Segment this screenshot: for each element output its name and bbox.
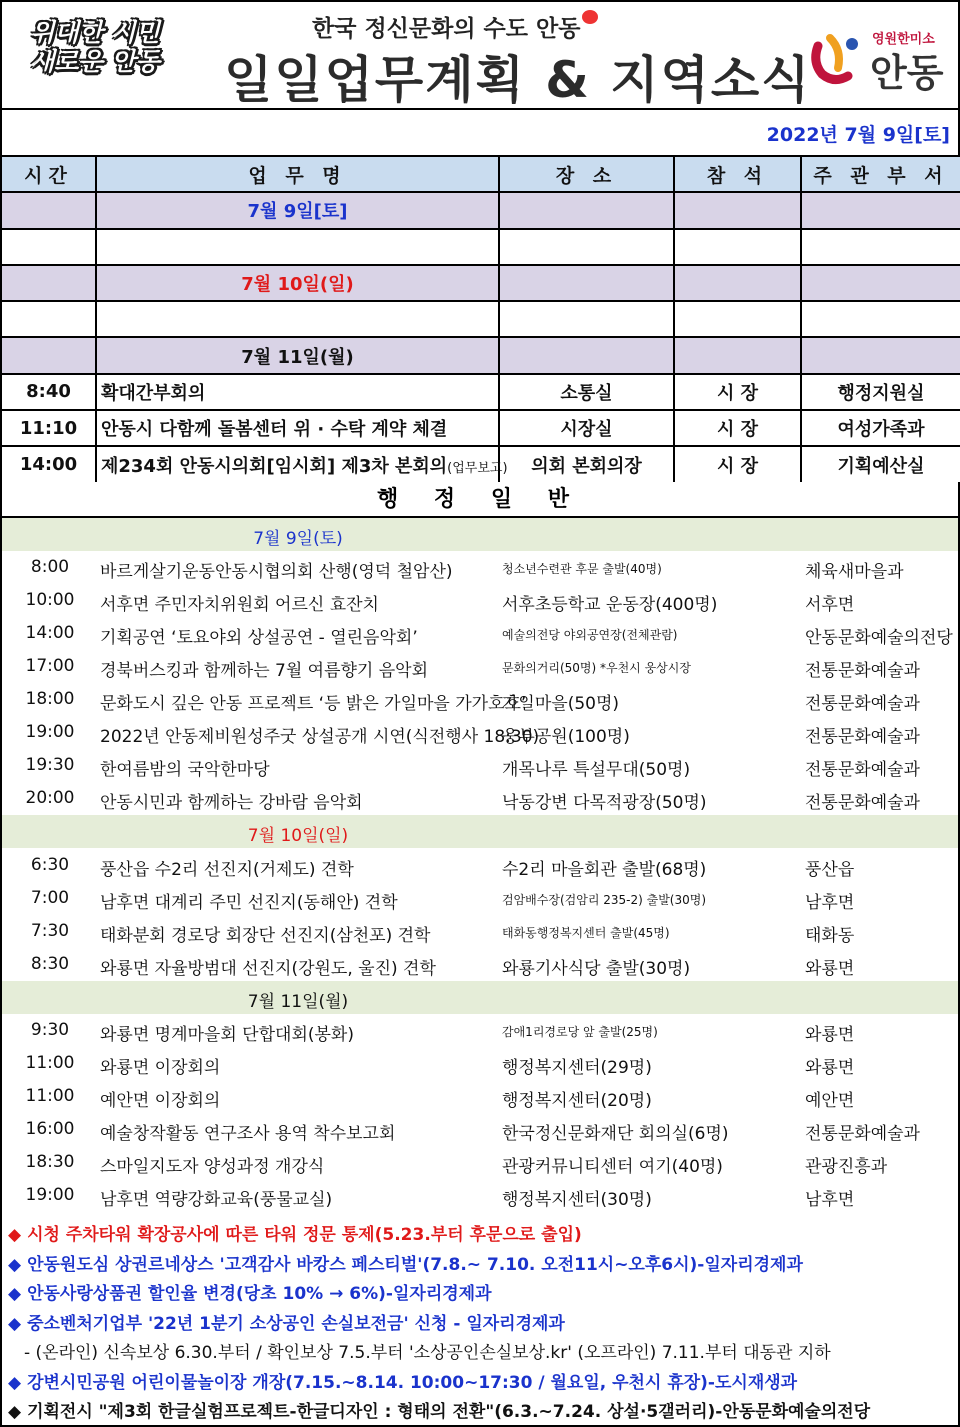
row-task-note: (업무보고) (447, 460, 508, 476)
diamond-icon: ◆ (8, 1402, 22, 1422)
brand-big: 안동 (870, 51, 944, 95)
date-row (0, 110, 960, 155)
day-row (1, 265, 960, 301)
row-dept: 기획예산실 (801, 446, 960, 482)
item-dept: 관광진흥과 (805, 1156, 888, 1177)
item-time: 8:00 (30, 557, 70, 578)
list-item (2, 683, 958, 716)
day-label: 7월 9일[토] (96, 192, 499, 228)
item-dept: 와룡면 (805, 1024, 855, 1045)
table-row (1, 374, 960, 410)
col-place: 장 소 (499, 156, 674, 192)
notice-text: 안동원도심 상권르네상스 '고객감사 바캉스 페스티벌'(7.8.~ 7.10. 오전11시~오후6시)-일자리경제과 (27, 1254, 803, 1275)
list-item (2, 948, 958, 981)
item-dept: 태화동 (805, 925, 855, 946)
subtitle-text: 한국 정신문화의 수도 안동 (312, 16, 581, 42)
item-place: 가일마을(50명) (502, 694, 620, 715)
item-name: 와룡면 이장회의 (100, 1057, 221, 1078)
diamond-icon: ◆ (8, 1225, 22, 1245)
item-name: 풍산읍 수2리 선진지(거제도) 견학 (100, 859, 354, 880)
day-label: 7월 10일(일) (247, 826, 349, 847)
page-title: 일일업무계획 & 지역소식 (224, 51, 812, 109)
notices-section (0, 1212, 960, 1427)
list-item (2, 650, 958, 683)
andong-logo (808, 24, 948, 95)
item-place: 한국정신문화재단 회의실(6명) (502, 1123, 729, 1144)
list-item (2, 1080, 958, 1113)
empty-row (1, 229, 960, 265)
notice-item (8, 1220, 582, 1245)
list-item (2, 1179, 958, 1212)
row-time: 14:00 (1, 446, 96, 482)
day-label: 7월 9일(토) (253, 529, 343, 549)
day-row (2, 981, 958, 1014)
slogan-line-2: 새로운 안동 (30, 47, 160, 76)
row-attend: 시 장 (674, 446, 801, 482)
item-name: 남후면 대계리 주민 선진지(동해안) 견학 (100, 892, 398, 913)
stamp-icon (582, 10, 598, 24)
item-name: 2022년 안동제비원성주굿 상설공개 시연(식전행사 18:30) (100, 727, 540, 748)
item-place: 예술의전당 야외공연장(전체관람) (502, 628, 678, 643)
item-place: 행정복지센터(20명) (502, 1090, 652, 1111)
item-time: 8:30 (30, 953, 70, 974)
schedule-table (0, 155, 960, 484)
list-item (2, 1113, 958, 1146)
schedule-header-row (1, 156, 960, 192)
item-dept: 전통문화예술과 (805, 793, 920, 814)
item-name: 기획공연 ‘토요야외 상설공연 - 열린음악회’ (100, 628, 418, 649)
notice-text: 안동사랑상품권 할인율 변경(당초 10% → 6%)-일자리경제과 (27, 1284, 492, 1304)
table-row (1, 410, 960, 446)
item-place: 문화의거리(50명) *우천시 웅상시장 (502, 661, 691, 676)
item-dept: 와룡면 (805, 1057, 855, 1078)
andong-smile-icon (808, 28, 866, 86)
notice-text: 중소벤처기업부 '22년 1분기 소상공인 손실보전금' 신청 - 일자리경제과 (27, 1313, 565, 1334)
item-place: 행정복지센터(29명) (502, 1057, 652, 1078)
notice-item (8, 1309, 565, 1334)
col-attend: 참 석 (674, 156, 801, 192)
item-time: 18:30 (25, 1151, 75, 1172)
subtitle (312, 10, 598, 43)
list-item (2, 551, 958, 584)
col-dept: 주 관 부 서 (801, 156, 960, 192)
diamond-icon: ◆ (8, 1254, 22, 1275)
notice-item (8, 1368, 797, 1393)
item-dept: 전통문화예술과 (805, 1123, 920, 1144)
item-name: 경북버스킹과 함께하는 7월 여름향기 음악회 (100, 661, 429, 682)
row-place: 의회 본회의장 (499, 446, 674, 482)
list-item (2, 716, 958, 749)
notice-text: 강변시민공원 어린이물놀이장 개장(7.15.~8.14. 10:00~17:30 / 월요일, 우천시 휴장)-도시재생과 (27, 1372, 798, 1393)
row-task: 제234회 안동시의회[임시회] 제3차 본회의 (101, 455, 448, 477)
item-dept: 와룡면 (805, 958, 855, 979)
item-place: 서후초등학교 운동장(400명) (502, 595, 718, 616)
item-place: 감애1리경로당 앞 출발(25명) (502, 1024, 658, 1039)
general-section-title (0, 482, 960, 518)
notice-item (8, 1250, 803, 1275)
item-place: 검암배수장(검암리 235-2) 출발(30명) (502, 892, 707, 907)
item-dept: 예안면 (805, 1090, 855, 1111)
day-row (1, 192, 960, 228)
item-name: 태화분회 경로당 회장단 선진지(삼천포) 견학 (100, 925, 431, 946)
item-dept: 전통문화예술과 (805, 727, 920, 748)
item-place: 낙동강변 다목적광장(50명) (502, 793, 707, 814)
item-time: 11:00 (25, 1085, 75, 1106)
list-item (2, 1146, 958, 1179)
item-name: 예안면 이장회의 (100, 1090, 221, 1111)
col-task: 업 무 명 (96, 156, 499, 192)
item-name: 바르게살기운동안동시협의회 산행(영덕 철암산) (100, 562, 453, 583)
item-name: 예술창작활동 연구조사 용역 착수보고회 (100, 1123, 396, 1144)
general-title: 행 정 일 반 (377, 487, 583, 512)
table-row (1, 446, 960, 482)
page-header (0, 0, 960, 110)
item-name: 한여름밤의 국악한마당 (100, 760, 270, 781)
item-time: 18:00 (25, 689, 75, 710)
notice-text: - (온라인) 신속보상 6.30.부터 / 확인보상 7.5.부터 '소상공인손실보상.kr' (오프라인) 7.11.부터 대동관 지하 (24, 1343, 831, 1363)
item-place: 와룡기사식당 출발(30명) (502, 958, 691, 979)
item-dept: 체육새마을과 (805, 562, 904, 583)
notice-item (8, 1279, 492, 1304)
row-task: 확대간부회의 (96, 374, 499, 410)
item-dept: 풍산읍 (805, 859, 855, 880)
item-place: 웅부공원(100명) (502, 727, 630, 748)
list-item (2, 617, 958, 650)
brand-small: 영원한미소 (872, 32, 935, 47)
item-name: 서후면 주민자치위원회 어르신 효잔치 (100, 595, 379, 616)
row-time: 11:10 (1, 410, 96, 446)
diamond-icon: ◆ (8, 1284, 22, 1304)
item-name: 문화도시 깊은 안동 프로젝트 ‘등 밝은 가일마을 가가호호’ (100, 694, 527, 715)
col-time: 시간 (1, 156, 96, 192)
row-dept: 행정지원실 (801, 374, 960, 410)
item-time: 6:30 (30, 854, 70, 875)
row-attend: 시 장 (674, 410, 801, 446)
item-time: 19:30 (25, 755, 75, 776)
item-time: 9:30 (30, 1019, 70, 1040)
list-item (2, 584, 958, 617)
item-time: 7:00 (30, 887, 70, 908)
notice-item (24, 1338, 831, 1363)
item-name: 와룡면 자율방범대 선진지(강원도, 울진) 견학 (100, 958, 436, 979)
item-place: 행정복지센터(30명) (502, 1190, 652, 1210)
list-item (2, 882, 958, 915)
list-item (2, 782, 958, 815)
item-place: 수2리 마을회관 출발(68명) (502, 859, 707, 880)
item-name: 안동시민과 함께하는 강바람 음악회 (100, 793, 363, 814)
notice-item (8, 1397, 870, 1422)
row-place: 시장실 (499, 410, 674, 446)
item-dept: 전통문화예술과 (805, 661, 920, 682)
item-time: 17:00 (25, 656, 75, 677)
report-date: 2022년 7월 9일[토] (766, 124, 950, 146)
row-time: 8:40 (1, 374, 96, 410)
item-name: 스마일지도자 양성과정 개강식 (100, 1156, 325, 1177)
day-label: 7월 10일(일) (96, 265, 499, 301)
list-item (2, 1014, 958, 1047)
item-time: 14:00 (25, 623, 75, 644)
item-dept: 전통문화예술과 (805, 760, 920, 781)
day-row (2, 815, 958, 848)
item-dept: 남후면 (805, 1190, 855, 1210)
item-time: 16:00 (25, 1118, 75, 1139)
item-dept: 전통문화예술과 (805, 694, 920, 715)
list-item (2, 849, 958, 882)
list-item (2, 915, 958, 948)
item-place: 개목나루 특설무대(50명) (502, 760, 691, 781)
row-task: 안동시 다함께 돌봄센터 위 · 수탁 계약 체결 (96, 410, 499, 446)
day-label: 7월 11일(월) (96, 337, 499, 373)
item-time: 10:00 (25, 590, 75, 611)
item-name: 남후면 역량강화교육(풍물교실) (100, 1190, 333, 1210)
day-label: 7월 11일(월) (247, 991, 349, 1012)
empty-row (1, 301, 960, 337)
item-time: 7:30 (30, 920, 70, 941)
item-time: 19:00 (25, 1185, 75, 1205)
row-dept: 여성가족과 (801, 410, 960, 446)
item-dept: 남후면 (805, 892, 855, 913)
row-task-cell (96, 446, 508, 482)
list-item (2, 1047, 958, 1080)
list-item (2, 749, 958, 782)
item-place: 관광커뮤니티센터 여기(40명) (502, 1156, 723, 1177)
item-dept: 안동문화예술의전당 (805, 628, 953, 649)
item-dept: 서후면 (805, 595, 855, 616)
item-time: 19:00 (25, 722, 75, 743)
notice-text: 기획전시 "제3회 한글실험프로젝트-한글디자인 : 형태의 전환"(6.3.~7.24. 상설·5갤러리)-안동문화예술의전당 (27, 1402, 871, 1422)
diamond-icon: ◆ (8, 1372, 22, 1393)
item-place: 태화동행정복지센터 출발(45명) (502, 925, 670, 940)
diamond-icon: ◆ (8, 1313, 22, 1334)
item-place: 청소년수련관 후문 출발(40명) (502, 562, 662, 577)
item-time: 11:00 (25, 1052, 75, 1073)
item-name: 와룡면 명계마을회 단합대회(봉화) (100, 1024, 354, 1045)
day-row (1, 337, 960, 373)
general-schedule (0, 518, 960, 1212)
day-row (2, 518, 958, 551)
row-attend: 시 장 (674, 374, 801, 410)
slogan-line-1: 위대한 시민 (30, 18, 160, 47)
slogan-logo (20, 18, 170, 94)
row-place: 소통실 (499, 374, 674, 410)
item-time: 20:00 (25, 788, 75, 809)
notice-text: 시청 주차타워 확장공사에 따른 타워 정문 통제(5.23.부터 후문으로 출입) (27, 1225, 582, 1245)
